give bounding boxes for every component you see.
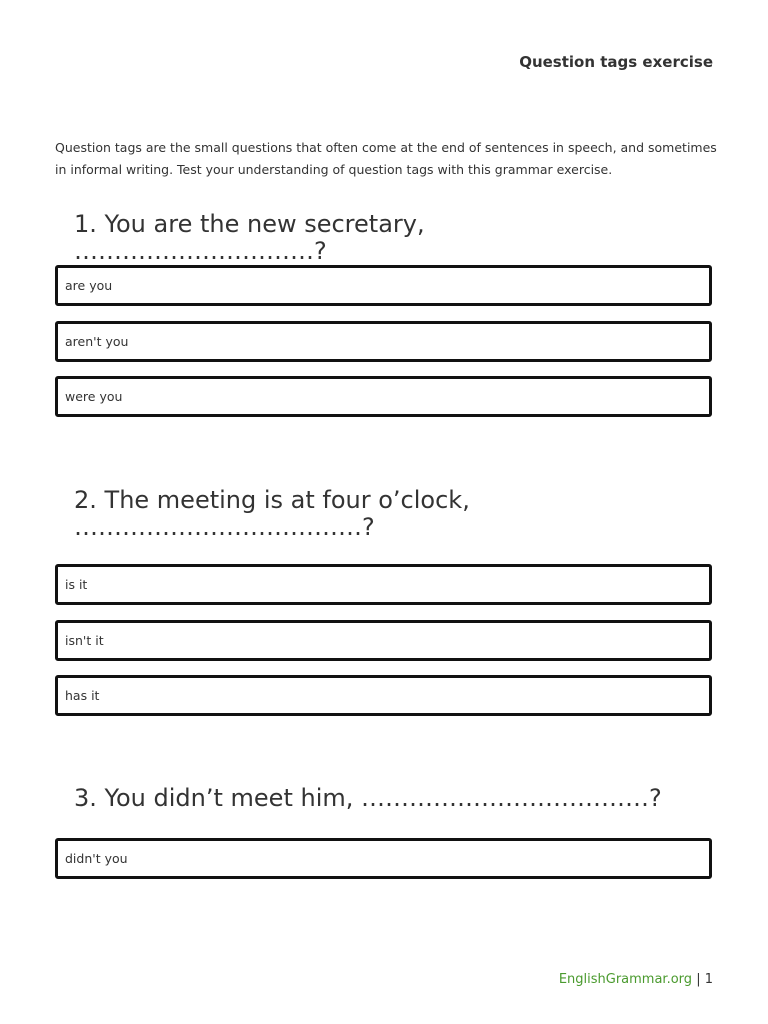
page-number: 1 xyxy=(704,972,713,987)
answer-option-label: is it xyxy=(65,577,88,592)
answer-option[interactable] xyxy=(55,564,712,605)
answer-option[interactable] xyxy=(55,376,712,417)
page-title: Question tags exercise xyxy=(519,53,713,71)
answer-option-label: are you xyxy=(65,278,113,293)
footer-brand-link[interactable]: EnglishGrammar.org xyxy=(558,972,693,987)
answer-option-label: isn't it xyxy=(65,633,104,648)
answer-option-label: aren't you xyxy=(65,334,129,349)
question-2: 2. The meeting is at four o’clock, ………………………………? xyxy=(74,486,470,541)
answer-option-label: were you xyxy=(65,389,123,404)
answer-option[interactable] xyxy=(55,265,712,306)
answer-option[interactable] xyxy=(55,620,712,661)
intro-paragraph: Question tags are the small questions that often come at the end of sentences in speech, and sometimes in informal writing. Test your understanding of question tags with this grammar exercise. xyxy=(55,140,717,177)
question-3: 3. You didn’t meet him, ………………………………? xyxy=(74,784,662,812)
answer-option-label: has it xyxy=(65,688,100,703)
question-1: 1. You are the new secretary, …………………………? xyxy=(74,210,425,265)
answer-option[interactable] xyxy=(55,838,712,879)
answer-option-label: didn't you xyxy=(65,851,128,866)
answer-option[interactable] xyxy=(55,675,712,716)
answer-option[interactable] xyxy=(55,321,712,362)
footer xyxy=(559,972,713,987)
footer-separator: | xyxy=(696,972,701,987)
